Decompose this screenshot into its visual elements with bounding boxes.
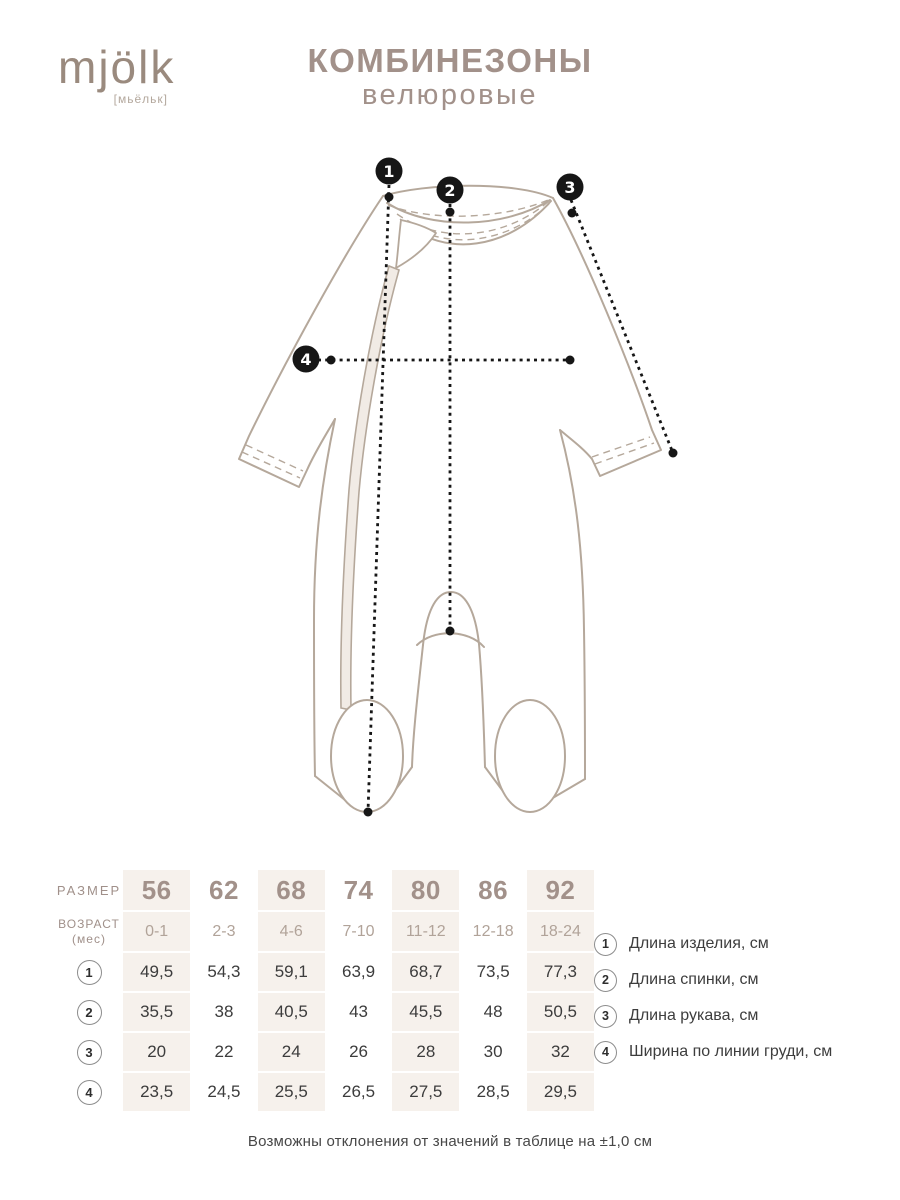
left-cuff-stitches bbox=[242, 445, 303, 478]
legend-number-circle: 1 bbox=[594, 933, 617, 956]
value-cell: 29,5 bbox=[527, 1073, 594, 1113]
value-cell: 24,5 bbox=[190, 1073, 257, 1113]
measurement-lines bbox=[318, 185, 673, 812]
age-row-label: ВОЗРАСТ (мес) bbox=[55, 912, 123, 953]
zipper-flap bbox=[396, 220, 436, 268]
value-cell: 27,5 bbox=[392, 1073, 459, 1113]
right-body-outline bbox=[560, 430, 585, 779]
marker-2 bbox=[437, 177, 464, 204]
brand-logo-transcription: [мьёльк] bbox=[113, 92, 168, 106]
value-cell: 24 bbox=[258, 1033, 325, 1073]
right-cuff-stitches bbox=[592, 437, 654, 464]
page-subtitle: велюровые bbox=[361, 78, 539, 111]
value-cell: 23,5 bbox=[123, 1073, 190, 1113]
feet bbox=[331, 700, 565, 812]
age-cell: 4-6 bbox=[258, 912, 325, 953]
value-cell: 77,3 bbox=[527, 953, 594, 993]
age-cell: 11-12 bbox=[392, 912, 459, 953]
value-cell: 40,5 bbox=[258, 993, 325, 1033]
marker-4-label: 4 bbox=[300, 350, 312, 369]
value-cell: 54,3 bbox=[190, 953, 257, 993]
left-leg-inner bbox=[412, 645, 423, 767]
circled-number: 3 bbox=[77, 1040, 102, 1065]
right-leg-inner bbox=[479, 644, 485, 767]
tolerance-note: Возможны отклонения от значений в таблице на ±1,0 см bbox=[247, 1133, 653, 1150]
legend-item bbox=[594, 1004, 832, 1028]
value-cell: 32 bbox=[527, 1033, 594, 1073]
right-foot bbox=[495, 700, 565, 812]
page-title-block bbox=[0, 41, 900, 112]
page-title: КОМБИНЕЗОНЫ bbox=[307, 42, 593, 79]
left-foot bbox=[331, 700, 403, 812]
age-cell: 12-18 bbox=[459, 912, 526, 953]
right-sleeve-outline bbox=[553, 198, 661, 476]
marker-1 bbox=[376, 158, 403, 185]
measure-row-label bbox=[55, 1073, 123, 1113]
neckline-top bbox=[383, 186, 553, 198]
legend-item bbox=[594, 968, 832, 992]
value-cell: 68,7 bbox=[392, 953, 459, 993]
legend-label: Длина рукава, см bbox=[629, 1007, 759, 1024]
measurement-markers bbox=[293, 158, 584, 373]
measure-row-label bbox=[55, 1033, 123, 1073]
legend-number-circle: 3 bbox=[594, 1005, 617, 1028]
marker-1-label: 1 bbox=[383, 162, 395, 181]
size-cell: 92 bbox=[527, 870, 594, 912]
size-table bbox=[55, 870, 594, 1113]
left-body-outline bbox=[314, 419, 335, 776]
value-cell: 38 bbox=[190, 993, 257, 1033]
value-cell: 20 bbox=[123, 1033, 190, 1073]
marker-3-label: 3 bbox=[564, 178, 576, 197]
zipper bbox=[341, 266, 399, 710]
legend-item bbox=[594, 1040, 832, 1064]
circled-number: 2 bbox=[77, 1000, 102, 1025]
marker-4 bbox=[293, 346, 320, 373]
measurements-legend bbox=[594, 932, 832, 1076]
value-cell: 26,5 bbox=[325, 1073, 392, 1113]
circled-number: 1 bbox=[77, 960, 102, 985]
value-cell: 35,5 bbox=[123, 993, 190, 1033]
legend-label: Длина изделия, см bbox=[629, 935, 769, 952]
age-cell: 18-24 bbox=[527, 912, 594, 953]
brand-logo-text: mjölk bbox=[58, 41, 176, 93]
value-cell: 49,5 bbox=[123, 953, 190, 993]
size-row-label: РАЗМЕР bbox=[55, 870, 123, 912]
value-cell: 30 bbox=[459, 1033, 526, 1073]
value-cell: 25,5 bbox=[258, 1073, 325, 1113]
size-cell: 56 bbox=[123, 870, 190, 912]
value-cell: 26 bbox=[325, 1033, 392, 1073]
measure-row-label bbox=[55, 953, 123, 993]
value-cell: 59,1 bbox=[258, 953, 325, 993]
marker-3 bbox=[557, 174, 584, 201]
legend-item bbox=[594, 932, 832, 956]
age-cell: 0-1 bbox=[123, 912, 190, 953]
size-cell: 80 bbox=[392, 870, 459, 912]
garment-diagram bbox=[150, 140, 770, 870]
size-cell: 62 bbox=[190, 870, 257, 912]
value-cell: 22 bbox=[190, 1033, 257, 1073]
age-cell: 7-10 bbox=[325, 912, 392, 953]
size-cell: 68 bbox=[258, 870, 325, 912]
marker-2-label: 2 bbox=[444, 181, 456, 200]
legend-label: Длина спинки, см bbox=[629, 971, 759, 988]
measure-line-3 bbox=[571, 200, 673, 453]
age-cell: 2-3 bbox=[190, 912, 257, 953]
value-cell: 50,5 bbox=[527, 993, 594, 1033]
legend-label: Ширина по линии груди, см bbox=[629, 1043, 833, 1060]
circled-number: 4 bbox=[77, 1080, 102, 1105]
stitch-details bbox=[242, 200, 654, 478]
size-cell: 86 bbox=[459, 870, 526, 912]
value-cell: 45,5 bbox=[392, 993, 459, 1033]
legend-number-circle: 2 bbox=[594, 969, 617, 992]
value-cell: 73,5 bbox=[459, 953, 526, 993]
value-cell: 28 bbox=[392, 1033, 459, 1073]
value-cell: 43 bbox=[325, 993, 392, 1033]
measure-row-label bbox=[55, 993, 123, 1033]
value-cell: 28,5 bbox=[459, 1073, 526, 1113]
size-cell: 74 bbox=[325, 870, 392, 912]
value-cell: 63,9 bbox=[325, 953, 392, 993]
value-cell: 48 bbox=[459, 993, 526, 1033]
zipper-band bbox=[341, 266, 399, 710]
legend-number-circle: 4 bbox=[594, 1041, 617, 1064]
